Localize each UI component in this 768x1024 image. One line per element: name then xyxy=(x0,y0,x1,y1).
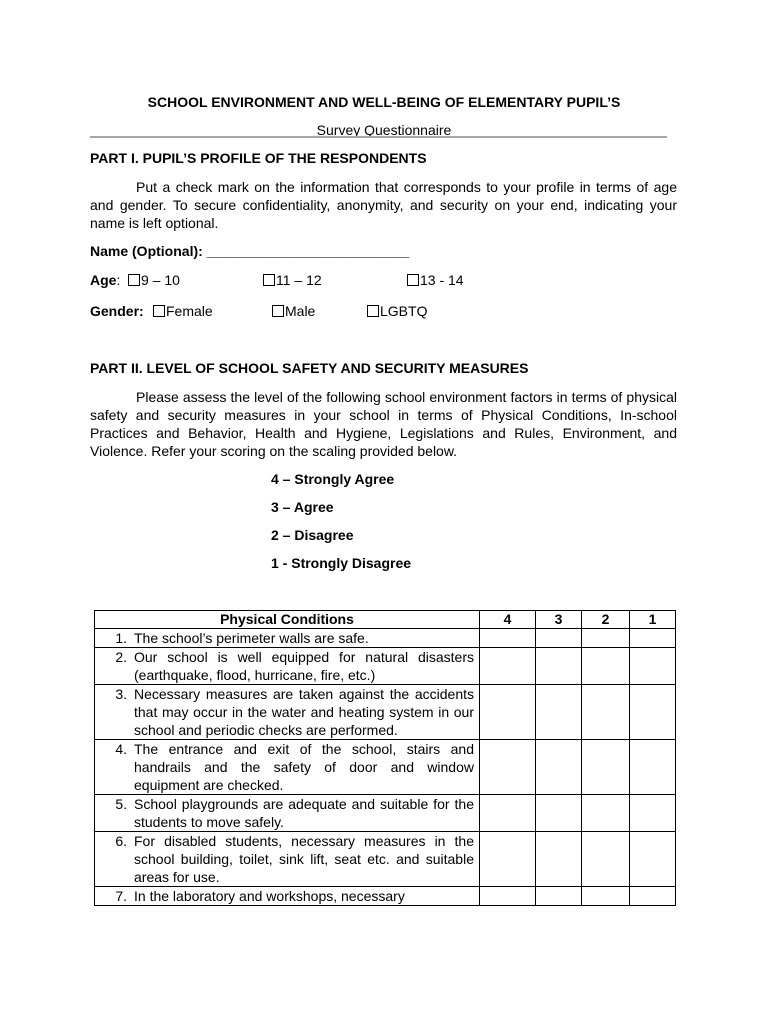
rating-cell-1[interactable] xyxy=(630,685,676,740)
rating-cell-4[interactable] xyxy=(480,887,536,906)
scale-item-3: 3 – Agree xyxy=(271,499,334,515)
rating-cell-1[interactable] xyxy=(630,795,676,832)
rating-cell-2[interactable] xyxy=(582,648,630,685)
header-3: 3 xyxy=(536,611,582,629)
rating-cell-1[interactable] xyxy=(630,629,676,648)
rating-cell-2[interactable] xyxy=(582,887,630,906)
item-text: For disabled students, necessary measures in the school building, toilet, sink lift, seat etc. and suitable areas for use. xyxy=(134,833,474,885)
age-option-9-10[interactable]: 9 – 10 xyxy=(128,272,180,288)
checkbox-icon[interactable] xyxy=(367,305,379,317)
checkbox-icon[interactable] xyxy=(263,274,275,286)
rating-cell-1[interactable] xyxy=(630,887,676,906)
rating-cell-2[interactable] xyxy=(582,740,630,795)
age-row xyxy=(90,272,690,292)
item-number: 4. xyxy=(115,741,127,757)
table-header-row xyxy=(95,611,676,629)
scale-item-4: 4 – Strongly Agree xyxy=(271,471,395,487)
item-number: 1. xyxy=(115,630,127,646)
header-1: 1 xyxy=(630,611,676,629)
checkbox-icon[interactable] xyxy=(407,274,419,286)
rating-cell-4[interactable] xyxy=(480,832,536,887)
rating-cell-4[interactable] xyxy=(480,685,536,740)
rating-cell-4[interactable] xyxy=(480,629,536,648)
item-number: 6. xyxy=(115,833,127,849)
rating-cell-3[interactable] xyxy=(536,832,582,887)
rating-cell-2[interactable] xyxy=(582,629,630,648)
item-text: The school’s perimeter walls are safe. xyxy=(134,630,369,646)
item-number: 2. xyxy=(115,649,127,665)
item-text: In the laboratory and workshops, necessary xyxy=(134,888,405,904)
gender-option-lgbtq[interactable]: LGBTQ xyxy=(367,303,427,319)
title-divider xyxy=(90,136,667,138)
table-row xyxy=(95,629,676,648)
table-row xyxy=(95,740,676,795)
item-text: Necessary measures are taken against the accidents that may occur in the water and heating system in our school and periodic checks are performed. xyxy=(134,686,474,738)
gender-option-male[interactable]: Male xyxy=(272,303,315,319)
item-number: 5. xyxy=(115,796,127,812)
item-text: Our school is well equipped for natural disasters (earthquake, flood, hurricane, fire, etc.) xyxy=(134,649,474,683)
age-option-13-14[interactable]: 13 - 14 xyxy=(407,272,464,288)
rating-cell-4[interactable] xyxy=(480,795,536,832)
scale-item-2: 2 – Disagree xyxy=(271,527,354,543)
table-row xyxy=(95,685,676,740)
gender-row xyxy=(90,303,690,323)
part2-heading: PART II. LEVEL OF SCHOOL SAFETY AND SECURITY MEASURES xyxy=(90,360,529,376)
age-label: Age xyxy=(90,272,117,288)
gender-label: Gender: xyxy=(90,303,144,319)
rating-cell-3[interactable] xyxy=(536,685,582,740)
table-row xyxy=(95,887,676,906)
rating-cell-1[interactable] xyxy=(630,740,676,795)
rating-cell-3[interactable] xyxy=(536,887,582,906)
rating-cell-2[interactable] xyxy=(582,795,630,832)
age-option-11-12[interactable]: 11 – 12 xyxy=(263,272,322,288)
rating-table xyxy=(94,610,676,906)
header-4: 4 xyxy=(480,611,536,629)
rating-cell-3[interactable] xyxy=(536,648,582,685)
document-subtitle: Survey Questionnaire xyxy=(316,122,452,138)
table-row xyxy=(95,648,676,685)
age-colon: : xyxy=(116,272,121,288)
rating-cell-1[interactable] xyxy=(630,832,676,887)
table-row xyxy=(95,832,676,887)
checkbox-icon[interactable] xyxy=(272,305,284,317)
item-number: 7. xyxy=(115,888,127,904)
name-field[interactable]: Name (Optional): __________________________ xyxy=(90,243,410,259)
part1-instructions: Put a check mark on the information that corresponds to your profile in terms of age and gender. To secure confidentiality, anonymity, and security on your end, indicating your name is left optional. xyxy=(90,179,677,231)
rating-cell-3[interactable] xyxy=(536,740,582,795)
part1-heading: PART I. PUPIL’S PROFILE OF THE RESPONDENTS xyxy=(90,150,427,166)
rating-cell-4[interactable] xyxy=(480,648,536,685)
rating-cell-2[interactable] xyxy=(582,685,630,740)
header-2: 2 xyxy=(582,611,630,629)
checkbox-icon[interactable] xyxy=(128,274,140,286)
header-physical-conditions: Physical Conditions xyxy=(95,611,480,629)
rating-cell-4[interactable] xyxy=(480,740,536,795)
rating-cell-3[interactable] xyxy=(536,795,582,832)
item-text: The entrance and exit of the school, stairs and handrails and the safety of door and window equipment are checked. xyxy=(134,741,474,793)
part2-instructions: Please assess the level of the following school environment factors in terms of physical safety and security measures in your school in terms of Physical Conditions, In-school Practices and Behavior, Health and Hygiene, Legislations and Rules, Environment, and Violence. Refer your scoring on the scaling provided below. xyxy=(90,389,677,459)
checkbox-icon[interactable] xyxy=(153,305,165,317)
rating-cell-1[interactable] xyxy=(630,648,676,685)
document-title: SCHOOL ENVIRONMENT AND WELL-BEING OF ELEMENTARY PUPIL’S xyxy=(147,94,621,110)
item-text: School playgrounds are adequate and suitable for the students to move safely. xyxy=(134,796,474,830)
table-row xyxy=(95,795,676,832)
rating-cell-3[interactable] xyxy=(536,629,582,648)
scale-item-1: 1 - Strongly Disagree xyxy=(271,555,412,571)
gender-option-female[interactable]: Female xyxy=(153,303,213,319)
item-number: 3. xyxy=(115,686,127,702)
rating-cell-2[interactable] xyxy=(582,832,630,887)
